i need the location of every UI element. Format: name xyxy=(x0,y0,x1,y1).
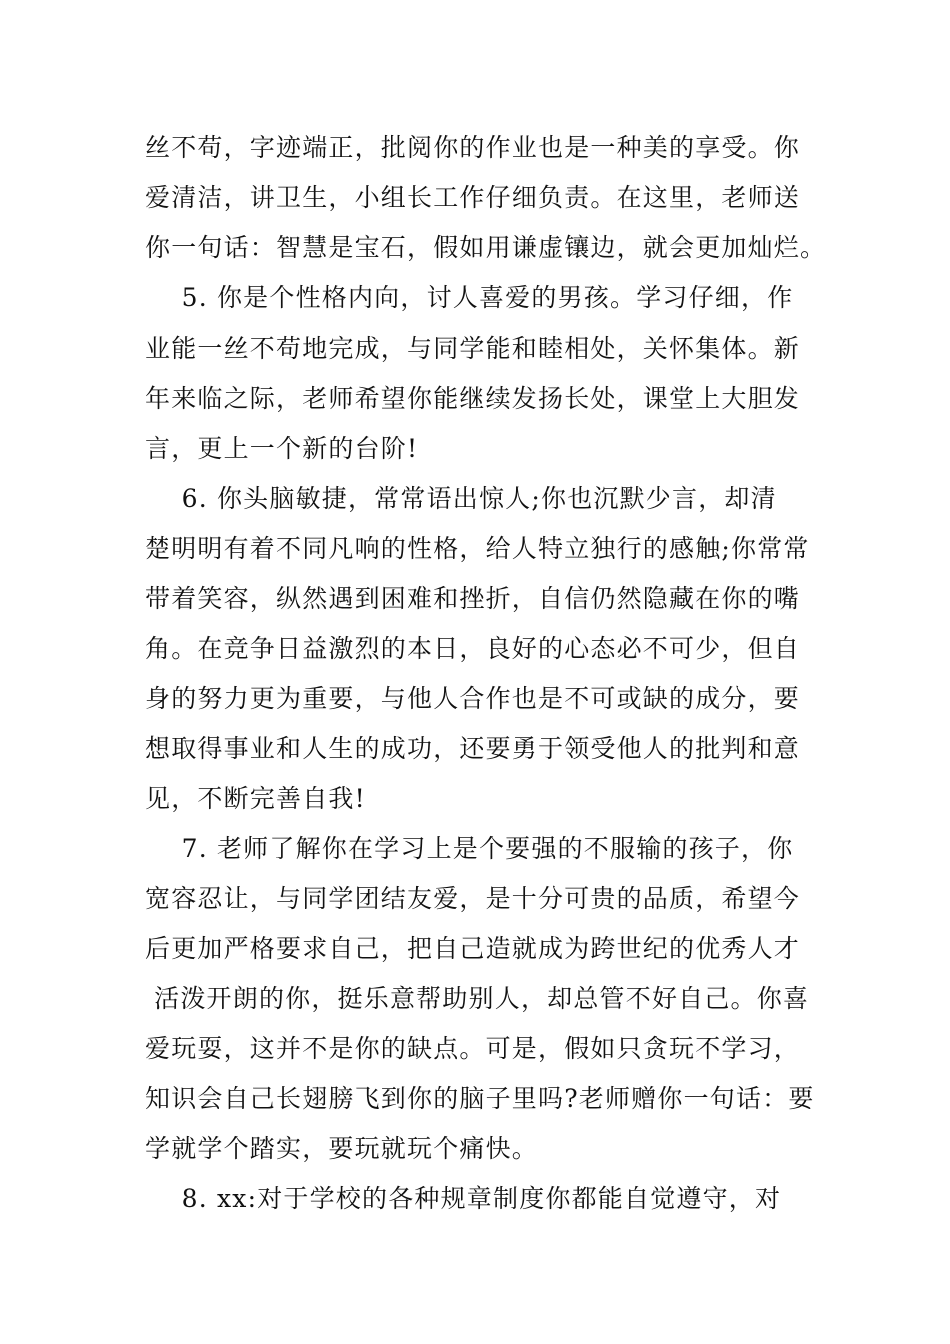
text-line: 楚明明有着不同凡响的性格，给人特立独行的感触;你常常 xyxy=(145,534,810,563)
text-line: 7. 老师了解你在学习上是个要强的不服输的孩子，你 xyxy=(145,834,794,863)
text-line: 后更加严格要求自己，把自己造就成为跨世纪的优秀人才 xyxy=(145,934,801,963)
text-line: 学就学个踏实，要玩就玩个痛快。 xyxy=(145,1134,539,1163)
text-line: 爱玩耍，这并不是你的缺点。可是，假如只贪玩不学习， xyxy=(145,1034,801,1063)
text-line: 5. 你是个性格内向，讨人喜爱的男孩。学习仔细，作 xyxy=(145,283,794,312)
text-line: 身的努力更为重要，与他人合作也是不可或缺的成分，要 xyxy=(145,684,801,713)
text-line: 带着笑容，纵然遇到困难和挫折，自信仍然隐藏在你的嘴 xyxy=(145,584,801,613)
text-line: 言，更上一个新的台阶! xyxy=(145,434,419,463)
text-line: 6. 你头脑敏捷，常常语出惊人;你也沉默少言，却清 xyxy=(145,484,777,513)
text-line: 丝不苟，字迹端正，批阅你的作业也是一种美的享受。你 xyxy=(145,133,801,162)
text-line: 你一句话：智慧是宝石，假如用谦虚镶边，就会更加灿烂。 xyxy=(145,233,827,262)
text-line: 业能一丝不苟地完成，与同学能和睦相处，关怀集体。新 xyxy=(145,334,801,363)
text-line: 年来临之际，老师希望你能继续发扬长处，课堂上大胆发 xyxy=(145,384,801,413)
text-line: 想取得事业和人生的成功，还要勇于领受他人的批判和意 xyxy=(145,734,801,763)
text-line: 活泼开朗的你，挺乐意帮助别人，却总管不好自己。你喜 xyxy=(145,984,810,1013)
text-line: 爱清洁，讲卫生，小组长工作仔细负责。在这里，老师送 xyxy=(145,183,801,212)
text-line: 角。在竞争日益激烈的本日，良好的心态必不可少，但自 xyxy=(145,634,801,663)
text-line: 知识会自己长翅膀飞到你的脑子里吗?老师赠你一句话：要 xyxy=(145,1084,815,1113)
text-line: 8. xx:对于学校的各种规章制度你都能自觉遵守，对 xyxy=(145,1184,782,1213)
text-line: 宽容忍让，与同学团结友爱，是十分可贵的品质，希望今 xyxy=(145,884,801,913)
text-line: 见，不断完善自我! xyxy=(145,784,366,813)
